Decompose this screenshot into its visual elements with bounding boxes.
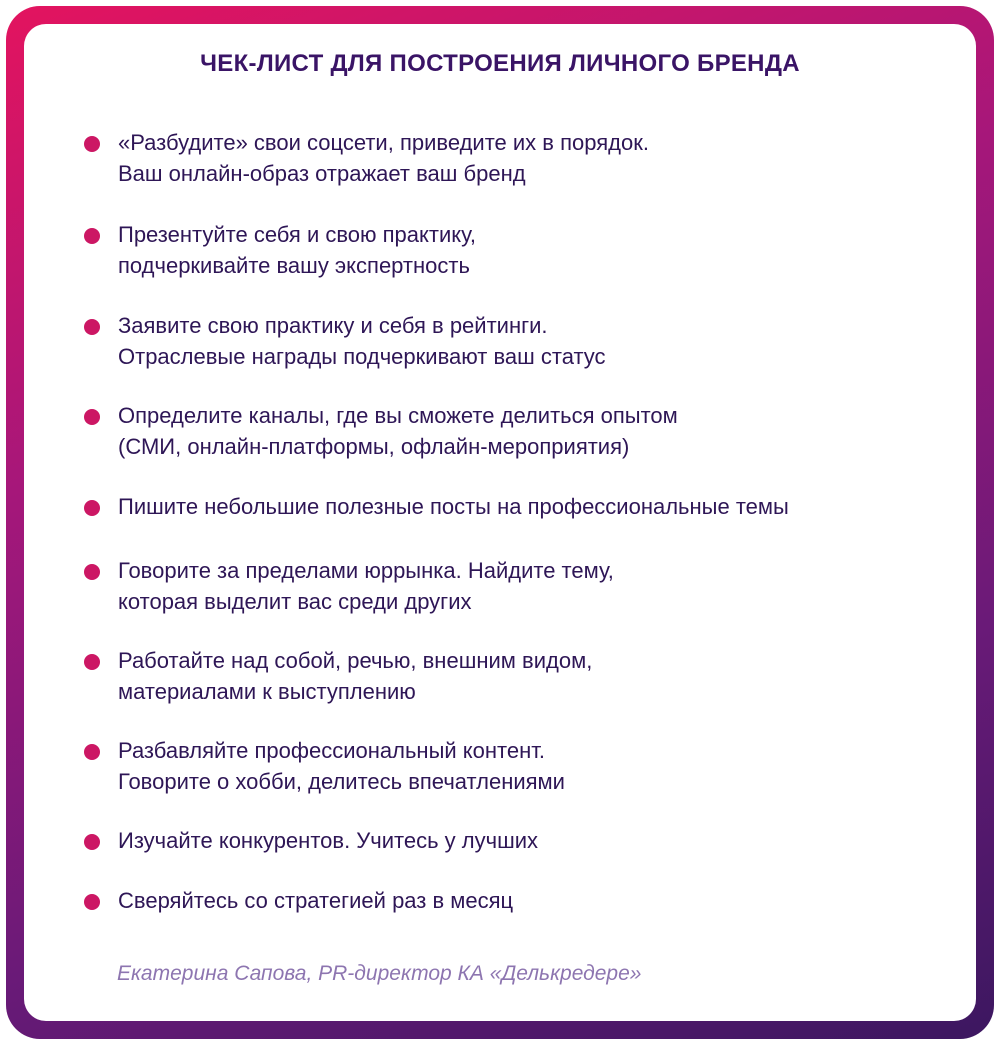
bullet-icon	[84, 654, 100, 670]
list-item-line: Заявите свою практику и себя в рейтинги.	[118, 313, 548, 338]
list-item-line: подчеркивайте вашу экспертность	[118, 253, 470, 278]
author-signature: Екатерина Сапова, PR-директор КА «Делькредере»	[117, 962, 642, 985]
list-item-line: Говорите о хобби, делитесь впечатлениями	[118, 769, 565, 794]
bullet-icon	[84, 744, 100, 760]
list-item-text	[118, 310, 606, 372]
bullet-icon	[84, 894, 100, 910]
bullet-icon	[84, 500, 100, 516]
list-item-text	[118, 400, 678, 462]
list-item-text	[118, 491, 789, 522]
list-item-line: «Разбудите» свои соцсети, приведите их в порядок.	[118, 130, 649, 155]
list-item-line: Пишите небольшие полезные посты на профессиональные темы	[118, 494, 789, 519]
list-item-line: (СМИ, онлайн-платформы, офлайн-мероприятия)	[118, 434, 630, 459]
list-item-text	[118, 555, 614, 617]
list-item-text	[118, 885, 513, 916]
list-item-text	[118, 735, 565, 797]
list-item-line: Отраслевые награды подчеркивают ваш статус	[118, 344, 606, 369]
list-item-line: Разбавляйте профессиональный контент.	[118, 738, 546, 763]
list-item-line: Работайте над собой, речью, внешним видом,	[118, 648, 593, 673]
bullet-icon	[84, 834, 100, 850]
bullet-icon	[84, 319, 100, 335]
bullet-icon	[84, 564, 100, 580]
list-item-text	[118, 127, 649, 189]
list-item-line: Изучайте конкурентов. Учитесь у лучших	[118, 828, 539, 853]
list-item-line: которая выделит вас среди других	[118, 589, 472, 614]
list-item-line: Определите каналы, где вы сможете делиться опытом	[118, 403, 678, 428]
list-item-line: Сверяйтесь со стратегией раз в месяц	[118, 888, 514, 913]
list-item-text	[118, 825, 538, 856]
bullet-icon	[84, 136, 100, 152]
list-item-text	[118, 219, 476, 281]
list-item-line: Презентуйте себя и свою практику,	[118, 222, 477, 247]
list-item-line: материалами к выступлению	[118, 679, 416, 704]
bullet-icon	[84, 228, 100, 244]
page-title: ЧЕК-ЛИСТ ДЛЯ ПОСТРОЕНИЯ ЛИЧНОГО БРЕНДА	[200, 50, 800, 77]
bullet-icon	[84, 409, 100, 425]
list-item-line: Ваш онлайн-образ отражает ваш бренд	[118, 161, 526, 186]
list-item-line: Говорите за пределами юррынка. Найдите тему,	[118, 558, 614, 583]
list-item-text	[118, 645, 592, 707]
